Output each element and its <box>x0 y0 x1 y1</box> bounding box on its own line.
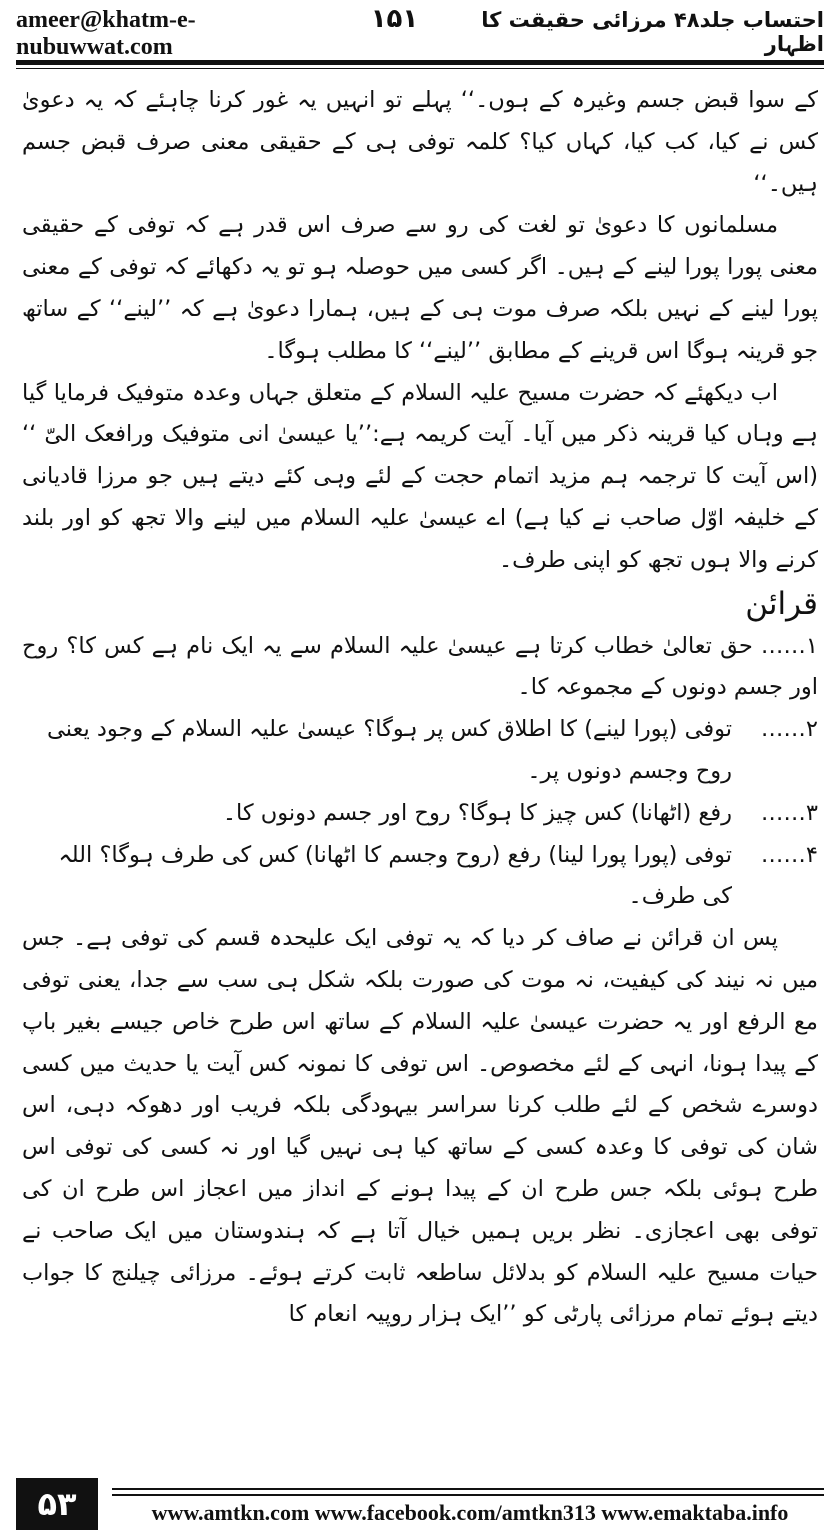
page-footer <box>16 1478 824 1534</box>
section-heading: قرائن <box>745 585 818 622</box>
list-item-1: ۱…… حق تعالیٰ خطاب کرتا ہے عیسیٰ علیہ السلام سے یہ ایک نام ہے کس کا؟ روح اور جسم دونوں کے مجموعہ کا۔ <box>22 632 818 701</box>
list-item-3 <box>22 793 818 835</box>
list-number: ۲…… <box>760 716 818 743</box>
footer-rule <box>112 1488 824 1490</box>
page-body <box>22 80 818 1445</box>
header-rule-thick <box>16 60 824 65</box>
list-item-2 <box>22 709 818 793</box>
paragraph-3: اب دیکھئے کہ حضرت مسیح علیہ السلام کے متعلق جہاں وعدہ متوفیک فرمایا گیا ہے وہاں کیا قرینہ ذکر میں آیا۔ آیت کریمہ ہے:’’یا عیسیٰ انی متوفیک ورافعک الیّ ‘‘ (اس آیت کا ترجمہ ہم مزید اتمام حجت کے لئے وہی کئے دیتے ہیں جو مرزا قادیانی کے خلیفہ اوّل صاحب نے کیا ہے) اے عیسیٰ علیہ السلام میں لینے والا تجھ کو اور بلند کرنے والا ہوں تجھ کو اپنی طرف۔ <box>22 379 818 573</box>
header-rule-thin <box>16 68 824 69</box>
paragraph-2: مسلمانوں کا دعویٰ تو لغت کی رو سے صرف اس قدر ہے کہ توفی کے حقیقی معنی پورا پورا لینے کے ہیں۔ اگر کسی میں حوصلہ ہو تو یہ دکھائے کہ توفی کے معنی پورا لینے کے نہیں بلکہ صرف موت ہی کے ہیں، ہمارا دعویٰ ہے کہ ’’لینے‘‘ کے ساتھ جو قرینہ ہوگا اس قرینے کے مطابق ’’لینے‘‘ کا مطلب ہوگا۔ <box>22 212 818 364</box>
page-header <box>16 3 824 60</box>
list-text: توفی (پورا پورا لینا) رفع (روح وجسم کا اٹھانا) کس کی طرف ہوگا؟ اللہ کی طرف۔ <box>58 841 732 910</box>
header-email: ameer@khatm-e-nubuwwat.com <box>16 6 196 60</box>
list-text: توفی (پورا لینے) کا اطلاق کس پر ہوگا؟ عیسیٰ علیہ السلام کے وجود یعنی روح وجسم دونوں پر۔ <box>47 716 732 784</box>
paragraph-1: کے سوا قبض جسم وغیرہ کے ہوں۔‘‘ پہلے تو انہیں یہ غور کرنا چاہئے کہ یہ دعویٰ کس نے کیا، کب کیا، کہاں کیا؟ کلمہ توفی ہی کے حقیقی معنی صرف قبض جسم ہیں۔‘‘ <box>22 87 818 197</box>
list-item-4 <box>22 835 818 919</box>
list-text: رفع (اٹھانا) کس چیز کا ہوگا؟ روح اور جسم دونوں کا۔ <box>222 799 732 826</box>
footer-page-number: ۵۳ <box>16 1478 98 1530</box>
footer-rule <box>112 1494 824 1496</box>
list-number: ۴…… <box>760 841 818 868</box>
header-left <box>16 4 418 61</box>
header-page-number: ۱۵۱ <box>370 3 419 34</box>
running-title: احتساب جلد۴۸ مرزائی حقیقت کا اظہار <box>481 8 824 56</box>
list-number: ۳…… <box>760 799 818 826</box>
paragraph-4: پس ان قرائن نے صاف کر دیا کہ یہ توفی ایک علیحدہ قسم کی توفی ہے۔ جس میں نہ نیند کی کیفیت، نہ موت کی صورت بلکہ شکل ہی سب سے جدا، یعنی توفی مع الرفع اور یہ حضرت عیسیٰ علیہ السلام کے ساتھ اس طرح خاص جیسے بغیر باپ کے پیدا ہونا، انہی کے لئے مخصوص۔ اس توفی کا نمونہ کس آیت یا حدیث میں کسی دوسرے شخص کے لئے طلب کرنا سراسر بیہودگی بلکہ فریب اور دھوکہ دہی، اس شان کی توفی کا وعدہ کسی کے ساتھ کیا ہی نہیں گیا اور نہ کسی کی توفی اس طرح ہوئی بلکہ جس طرح ان کے پیدا ہونے کے انداز میں اعجاز اس طرح ان کی توفی بھی اعجازی۔ نظر بریں ہمیں خیال آتا ہے کہ ہندوستان میں ایک صاحب نے حیات مسیح علیہ السلام کو بدلائل ساطعہ ثابت کرتے ہوئے۔ مرزائی چیلنج کا جواب دیتے ہوئے تمام مرزائی پارٹی کو ’’ایک ہزار روپیہ انعام کا <box>22 925 818 1328</box>
footer-urls: www.amtkn.com www.facebook.com/amtkn313 www.emaktaba.info <box>151 1500 789 1525</box>
